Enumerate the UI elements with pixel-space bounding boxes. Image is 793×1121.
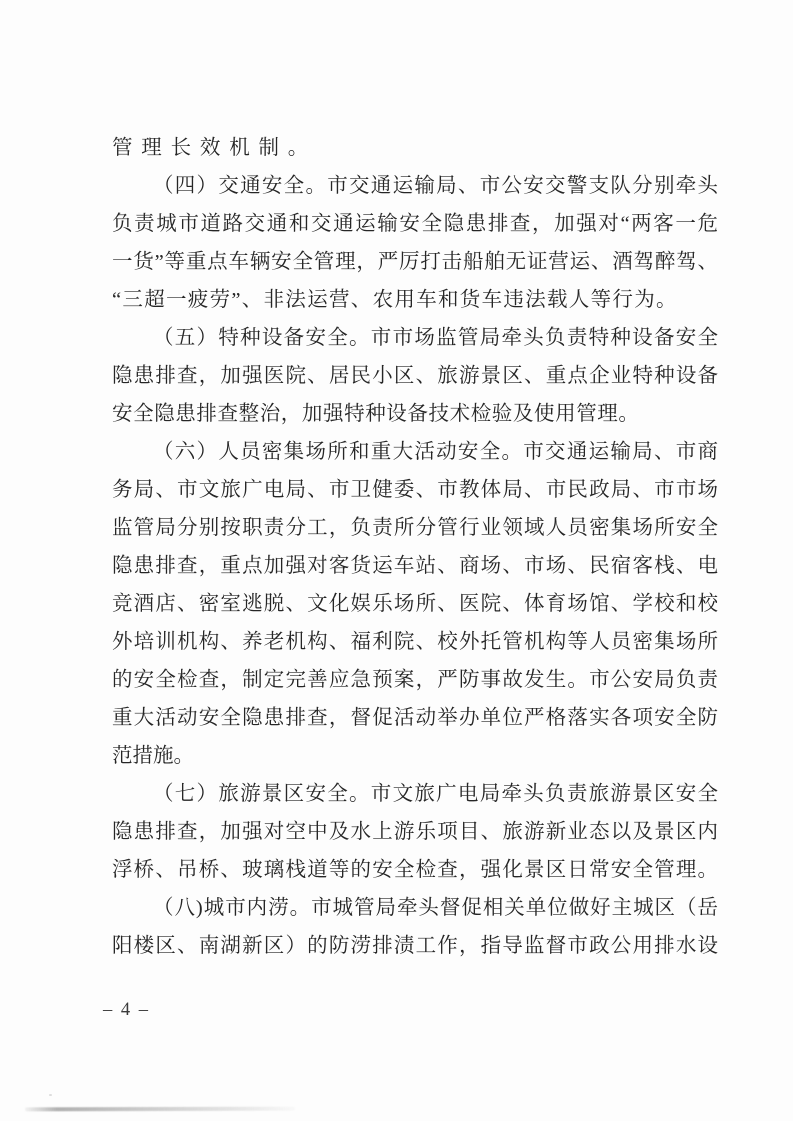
scan-speck-artifact	[49, 1094, 52, 1096]
paragraph	[112, 433, 718, 775]
text-line: 负责城市道路交通和交通运输安全隐患排查，加强对“两客一危	[112, 213, 718, 235]
text-line: 范措施。	[112, 745, 194, 767]
text-line: （六）人员密集场所和重大活动安全。市交通运输局、市商	[153, 441, 718, 463]
text-line: 一货”等重点车辆安全管理，严厉打击船舶无证营运、酒驾醉驾、	[112, 251, 718, 273]
text-line: （五）特种设备安全。市市场监管局牵头负责特种设备安全	[153, 327, 718, 349]
text-line: 隐患排查，加强对空中及水上游乐项目、旅游新业态以及景区内	[112, 821, 718, 843]
paragraph	[112, 889, 718, 965]
text-line: 浮桥、吊桥、玻璃栈道等的安全检查，强化景区日常安全管理。	[112, 859, 718, 881]
scan-smudge-artifact	[25, 1107, 295, 1111]
text-line: 管理长效机制。	[112, 137, 318, 159]
paragraph	[112, 129, 718, 167]
text-line: 外培训机构、养老机构、福利院、校外托管机构等人员密集场所	[112, 631, 718, 653]
text-line: 重大活动安全隐患排查，督促活动举办单位严格落实各项安全防	[112, 707, 718, 729]
text-line: （四）交通安全。市交通运输局、市公安交警支队分别牵头	[153, 175, 718, 197]
text-line: （七）旅游景区安全。市文旅广电局牵头负责旅游景区安全	[153, 783, 718, 805]
text-line: 隐患排查，重点加强对客货运车站、商场、市场、民宿客栈、电	[112, 555, 718, 577]
text-line: 的安全检查，制定完善应急预案，严防事故发生。市公安局负责	[112, 669, 718, 691]
document-body	[112, 129, 718, 965]
text-line: 竞酒店、密室逃脱、文化娱乐场所、医院、体育场馆、学校和校	[112, 593, 718, 615]
text-line: “三超一疲劳”、非法运营、农用车和货车违法载人等行为。	[112, 289, 678, 311]
text-line: 务局、市文旅广电局、市卫健委、市教体局、市民政局、市市场	[112, 479, 718, 501]
paragraph	[112, 167, 718, 319]
text-line: 隐患排查，加强医院、居民小区、旅游景区、重点企业特种设备	[112, 365, 718, 387]
paragraph	[112, 319, 718, 433]
paragraph	[112, 775, 718, 889]
text-line: 安全隐患排查整治，加强特种设备技术检验及使用管理。	[112, 403, 640, 425]
text-line: 监管局分别按职责分工，负责所分管行业领域人员密集场所安全	[112, 517, 718, 539]
page-number: – 4 –	[103, 1000, 150, 1020]
text-line: （八)城市内涝。市城管局牵头督促相关单位做好主城区（岳	[153, 897, 718, 919]
text-line: 阳楼区、南湖新区）的防涝排渍工作，指导监督市政公用排水设	[112, 935, 718, 957]
